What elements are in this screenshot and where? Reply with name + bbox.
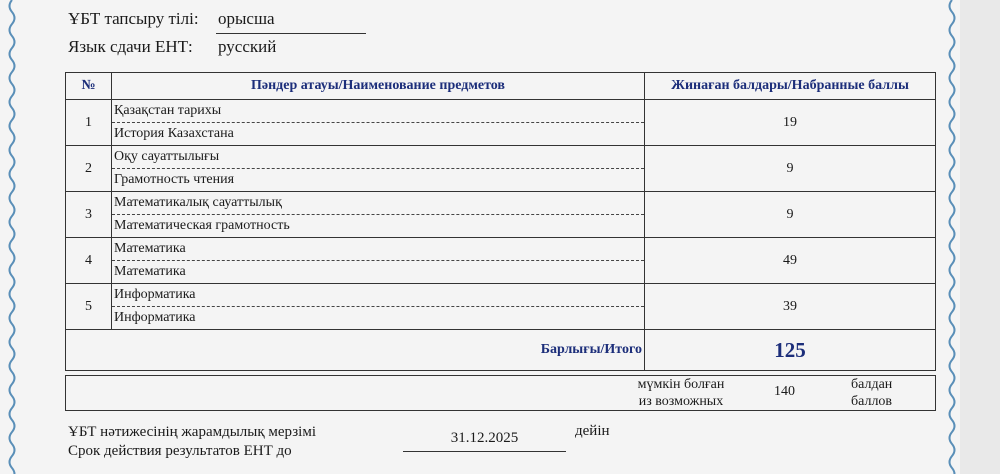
subject-name-ru: История Казахстана: [114, 126, 234, 141]
scores-table: [65, 72, 936, 371]
subject-name-kz: Қазақстан тарихы: [112, 100, 644, 123]
exam-language-kz-value: орысша: [218, 9, 275, 28]
header-subject: Пәндер атауы/Наименование предметов: [112, 73, 645, 100]
subject-name-kz: Информатика: [112, 284, 644, 307]
decorative-border-left: [6, 0, 18, 474]
exam-language-kz: [68, 9, 275, 29]
total-label: Барлығы/Итого: [66, 330, 645, 371]
row-subject: [112, 238, 645, 284]
row-score: 9: [645, 146, 936, 192]
possible-unit-kz: балдан: [851, 377, 893, 392]
table-row: [66, 100, 936, 146]
exam-language-ru-label: Язык сдачи ЕНТ:: [68, 37, 193, 56]
row-number: 1: [66, 100, 112, 146]
exam-language-ru: [68, 37, 277, 57]
row-number: 3: [66, 192, 112, 238]
table-row: [66, 146, 936, 192]
validity-label: [68, 423, 316, 461]
validity-suffix: дейін: [575, 423, 610, 439]
row-score: 9: [645, 192, 936, 238]
validity-label-ru: Срок действия результатов ЕНТ до: [68, 443, 292, 459]
subject-name-ru: Грамотность чтения: [114, 172, 235, 187]
header-number: №: [66, 73, 112, 100]
row-subject: [112, 146, 645, 192]
row-number: 5: [66, 284, 112, 330]
exam-language-kz-label: ҰБТ тапсыру тілі:: [68, 9, 199, 28]
row-subject: [112, 100, 645, 146]
subject-name-kz: Оқу сауаттылығы: [112, 146, 644, 169]
validity-label-kz: ҰБТ нәтижесінің жарамдылық мерзімі: [68, 424, 316, 440]
row-number: 2: [66, 146, 112, 192]
possible-label-ru: из возможных: [638, 394, 724, 409]
table-row: [66, 192, 936, 238]
row-score: 39: [645, 284, 936, 330]
decorative-border-right: [946, 0, 958, 474]
outside-background: [960, 0, 1000, 474]
table-row: [66, 284, 936, 330]
row-score: 19: [645, 100, 936, 146]
validity-date: 31.12.2025: [450, 430, 519, 446]
validity-date-underline: [403, 451, 566, 452]
row-number: 4: [66, 238, 112, 284]
subject-name-kz: Математика: [112, 238, 644, 261]
total-row: [66, 330, 936, 371]
possible-unit: [851, 376, 892, 410]
possible-label: [626, 376, 736, 410]
subject-name-ru: Математическая грамотность: [114, 218, 290, 233]
row-subject: [112, 284, 645, 330]
header-score: Жинаған балдары/Набранные баллы: [645, 73, 936, 100]
exam-language-underline: [216, 33, 366, 34]
possible-points-box: [65, 375, 936, 411]
table-row: [66, 238, 936, 284]
exam-language-ru-value: русский: [218, 37, 277, 56]
subject-name-ru: Математика: [114, 264, 186, 279]
row-score: 49: [645, 238, 936, 284]
subject-name-ru: Информатика: [114, 310, 196, 325]
row-subject: [112, 192, 645, 238]
table-header-row: [66, 73, 936, 100]
total-value: 125: [645, 330, 936, 371]
subject-name-kz: Математикалық сауаттылық: [112, 192, 644, 215]
possible-label-kz: мүмкін болған: [637, 377, 725, 392]
possible-value: 140: [774, 384, 795, 399]
possible-unit-ru: баллов: [851, 394, 893, 409]
